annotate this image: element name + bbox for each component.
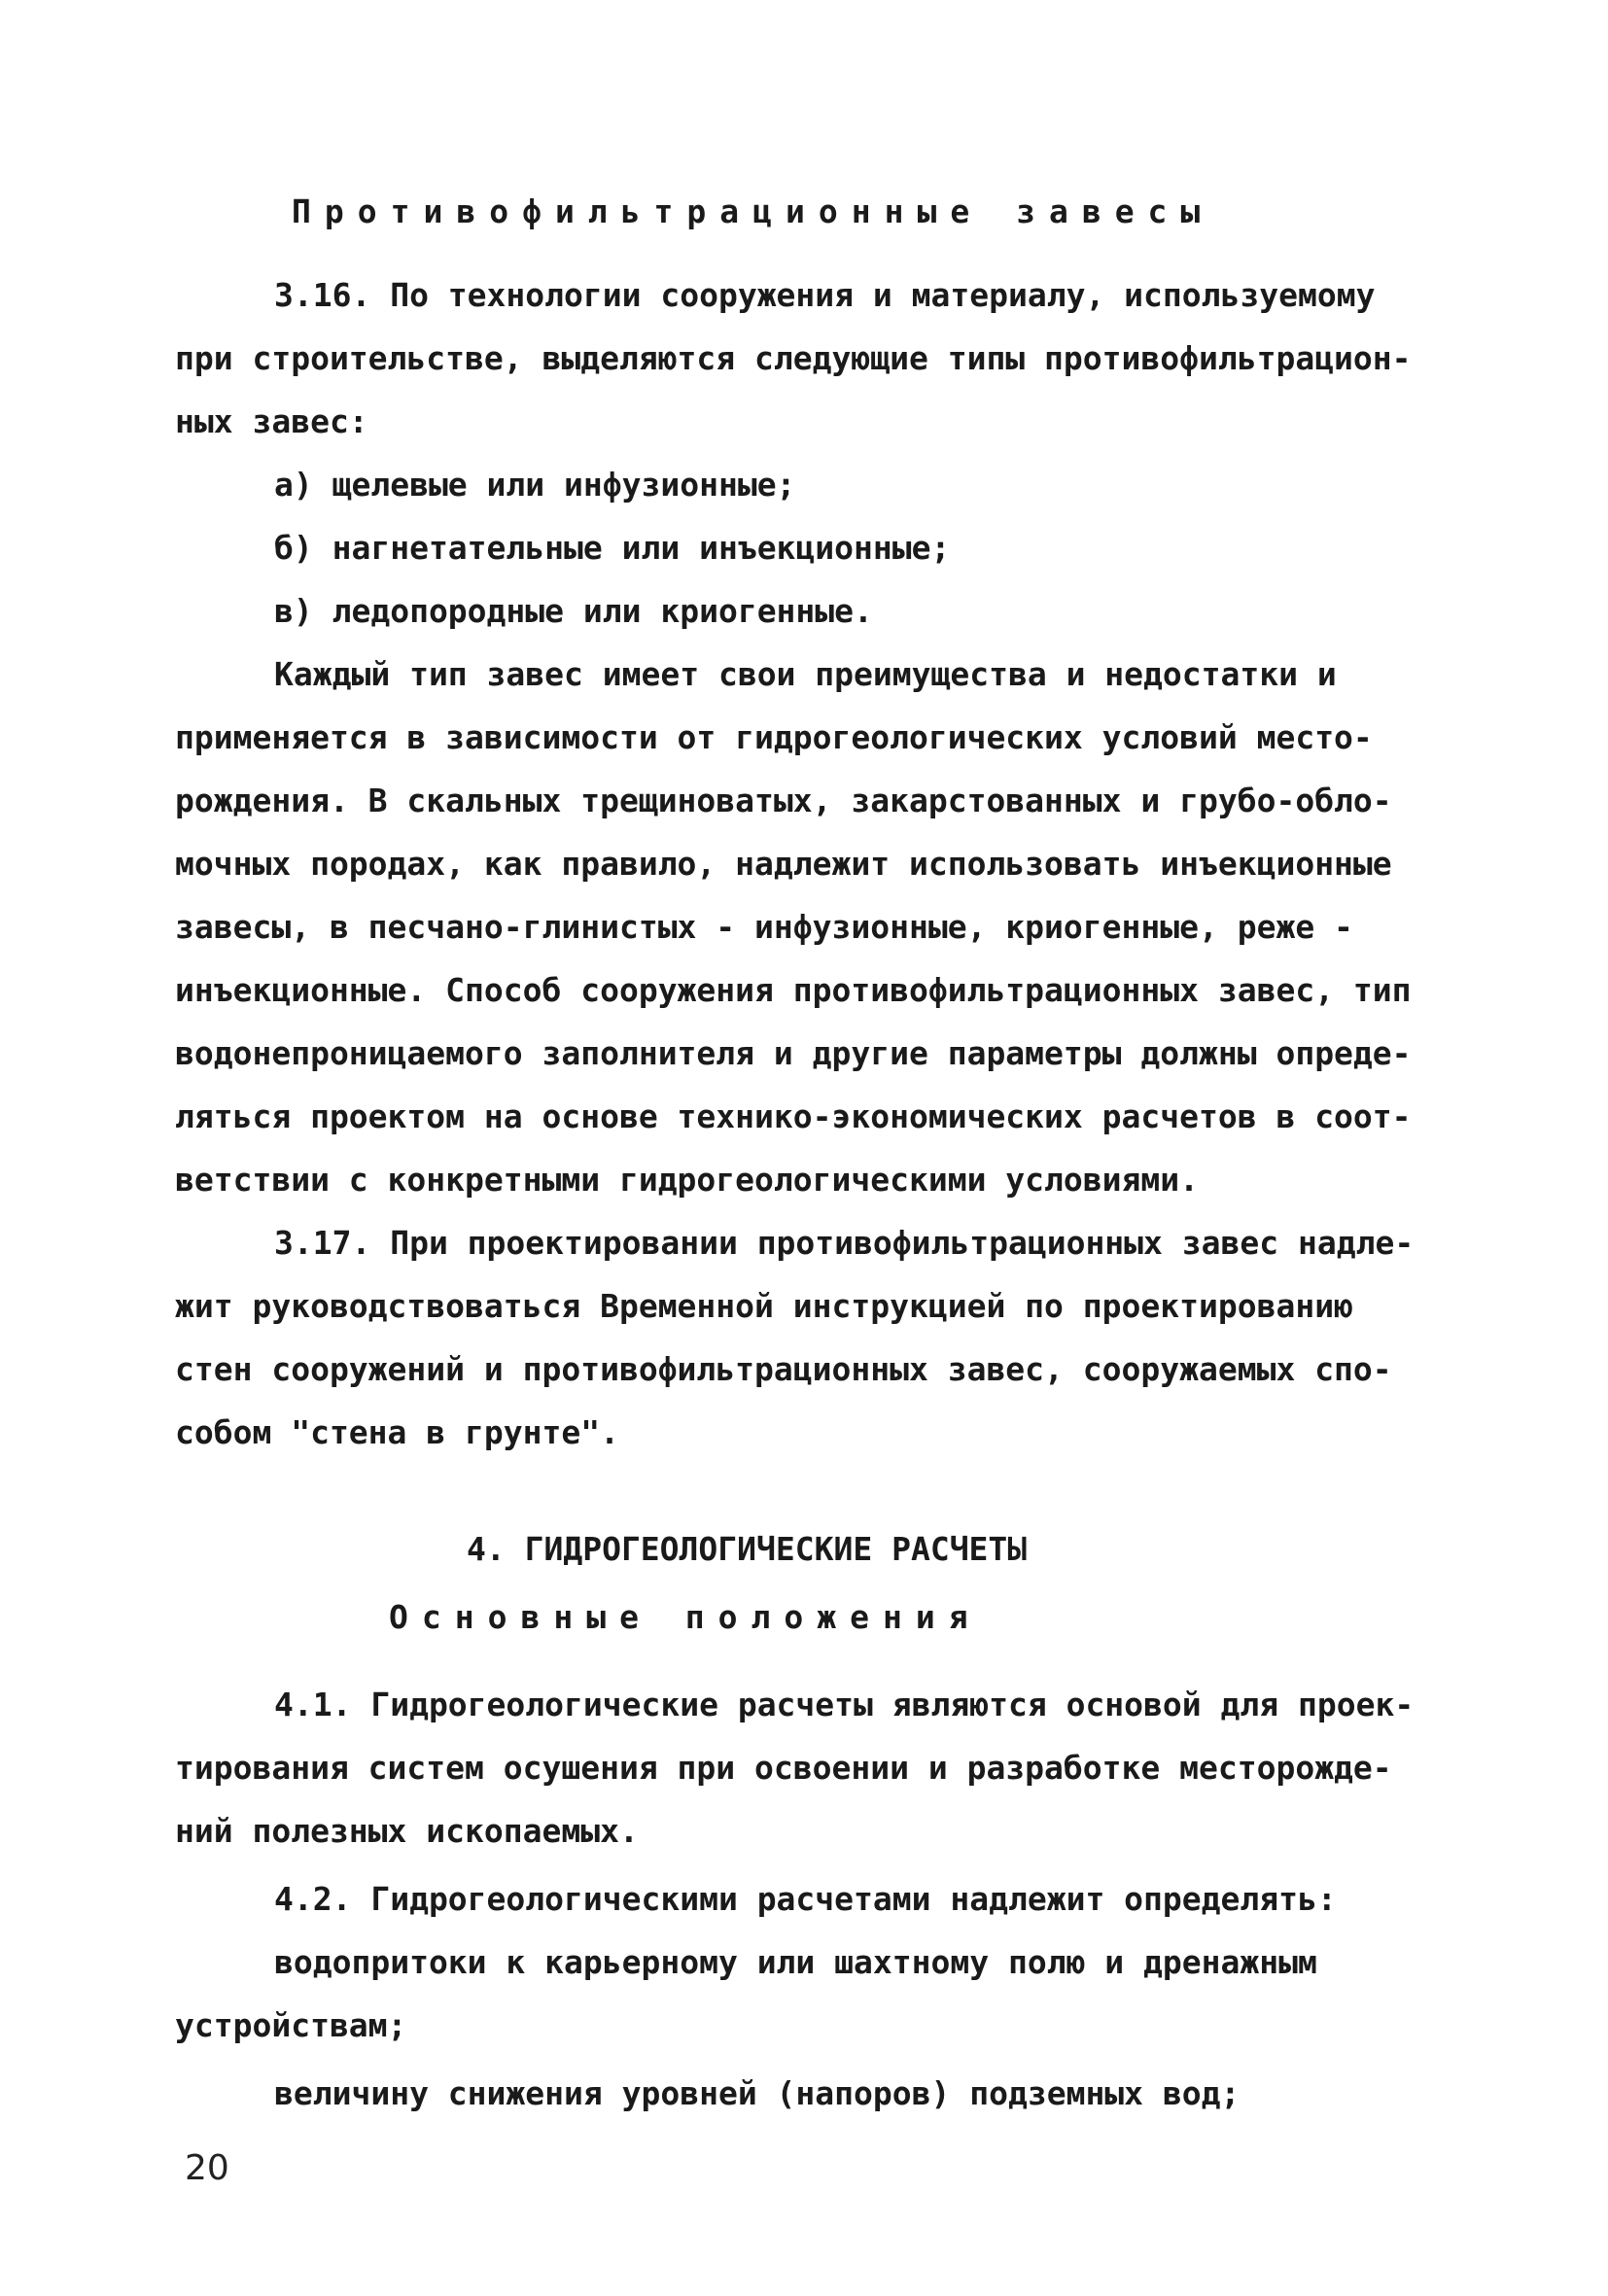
paragraph-each-type-line: водонепроницаемого заполнителя и другие параметры должны опреде-: [175, 1034, 1412, 1072]
paragraph-4-1-line: тирования систем осушения при освоении и разработке месторожде-: [175, 1749, 1392, 1787]
chapter-heading: 4. ГИДРОГЕОЛОГИЧЕСКИЕ РАСЧЕТЫ: [467, 1530, 1028, 1568]
paragraph-4-1-line: 4.1. Гидрогеологические расчеты являются основой для проек-: [274, 1686, 1415, 1723]
paragraph-each-type-line: мочных породах, как правило, надлежит использовать инъекционные: [175, 845, 1392, 883]
list-item-c: в) ледопородные или криогенные.: [274, 592, 873, 630]
paragraph-3-17-line: стен сооружений и противофильтрационных завес, сооружаемых спо-: [175, 1350, 1392, 1388]
paragraph-3-17-line: собом "стена в грунте".: [175, 1413, 619, 1451]
paragraph-4-2-line: водопритоки к карьерному или шахтному полю и дренажным: [274, 1943, 1317, 1981]
list-item-b: б) нагнетательные или инъекционные;: [274, 529, 951, 567]
paragraph-each-type-line: завесы, в песчано-глинистых - инфузионные, криогенные, реже -: [175, 908, 1353, 946]
list-item-a: а) щелевые или инфузионные;: [274, 466, 796, 504]
paragraph-each-type-line: инъекционные. Способ сооружения противофильтрационных завес, тип: [175, 971, 1412, 1009]
paragraph-each-type-line: ляться проектом на основе технико-экономических расчетов в соот-: [175, 1097, 1412, 1135]
section-title-main-provisions: Основные положения: [389, 1598, 982, 1636]
section-title-anti-filtration-curtains: Противофильтрационные завесы: [292, 192, 1214, 230]
paragraph-3-16-line: при строительстве, выделяются следующие типы противофильтрацион-: [175, 339, 1412, 377]
paragraph-each-type-line: Каждый тип завес имеет свои преимущества и недостатки и: [274, 655, 1337, 693]
paragraph-3-17-line: 3.17. При проектировании противофильтрационных завес надле-: [274, 1224, 1415, 1262]
paragraph-each-type-line: рождения. В скальных трещиноватых, закарстованных и грубо-обло-: [175, 782, 1392, 819]
paragraph-4-2-line: 4.2. Гидрогеологическими расчетами надлежит определять:: [274, 1880, 1337, 1918]
paragraph-3-17-line: жит руководствоваться Временной инструкцией по проектированию: [175, 1287, 1353, 1325]
paragraph-3-16-line: ных завес:: [175, 402, 368, 440]
paragraph-4-2-line: устройствам;: [175, 2006, 407, 2044]
paragraph-each-type-line: ветствии с конкретными гидрогеологическими условиями.: [175, 1161, 1199, 1199]
paragraph-4-2-line: величину снижения уровней (напоров) подземных вод;: [274, 2074, 1241, 2112]
paragraph-4-1-line: ний полезных ископаемых.: [175, 1812, 639, 1850]
page-number: 20: [185, 2148, 229, 2188]
paragraph-3-16-line: 3.16. По технологии сооружения и материалу, используемому: [274, 276, 1376, 314]
paragraph-each-type-line: применяется в зависимости от гидрогеологических условий место-: [175, 718, 1373, 756]
